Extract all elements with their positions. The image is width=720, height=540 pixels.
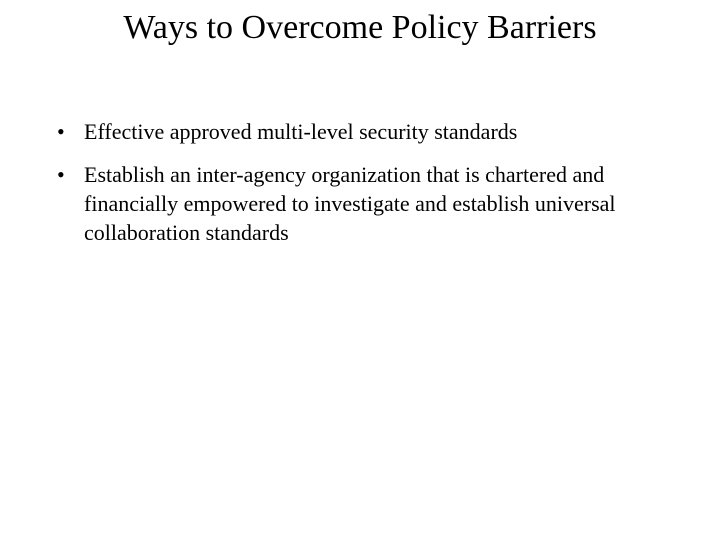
slide-title: Ways to Overcome Policy Barriers: [123, 9, 597, 46]
bullet-item: [57, 117, 667, 146]
bullet-list: [57, 117, 667, 261]
bullet-icon: •: [57, 119, 65, 144]
bullet-text: Establish an inter-agency organization that is chartered and financially empowered to investigate and establish universal collaboration standards: [84, 162, 616, 245]
bullet-text: Effective approved multi-level security standards: [84, 119, 518, 144]
bullet-icon: •: [57, 162, 65, 187]
bullet-item: [57, 160, 667, 247]
